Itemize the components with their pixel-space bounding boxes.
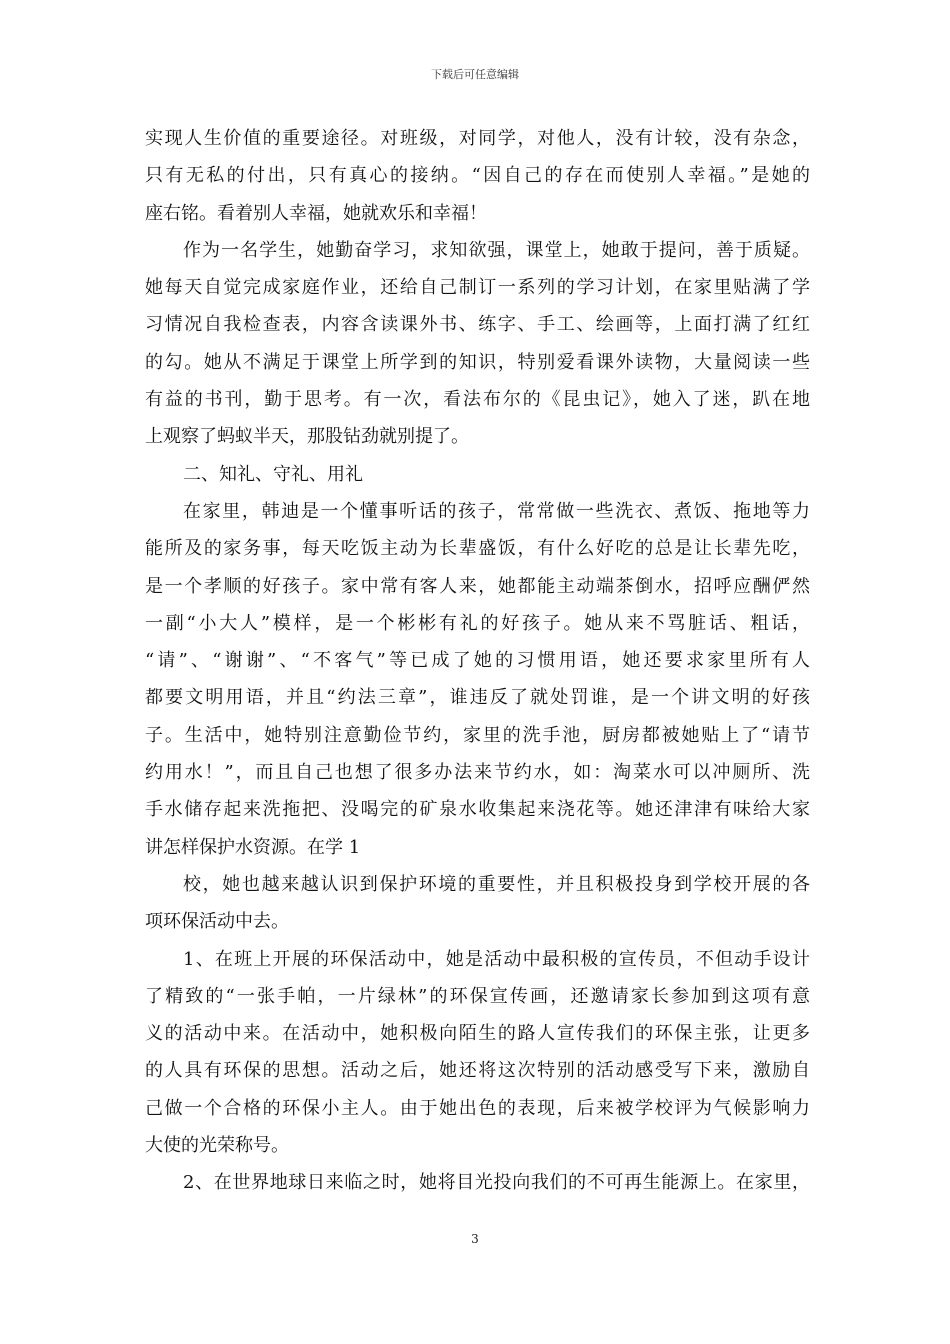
document-body (145, 120, 810, 1202)
text-line: 上观察了蚂蚁半天，那股钻劲就别提了。 (145, 426, 469, 448)
text-line: 能所及的家务事，每天吃饭主动为长辈盛饭，有什么好吃的总是让长辈先吃， (145, 538, 810, 560)
paragraph-first-line: 作为一名学生，她勤奋学习，求知欲强，课堂上，她敢于提问，善于质疑。 (183, 239, 810, 261)
text-line: 己做一个合格的环保小主人。由于她出色的表现，后来被学校评为气候影响力 (145, 1097, 810, 1119)
text-line: 的勾。她从不满足于课堂上所学到的知识，特别爱看课外读物，大量阅读一些 (145, 351, 810, 373)
text-line: 只有无私的付出，只有真心的接纳。“因自己的存在而使别人幸福。”是她的 (145, 165, 810, 187)
page-number: 3 (471, 1232, 479, 1246)
text-line: 她每天自觉完成家庭作业，还给自己制订一系列的学习计划，在家里贴满了学 (145, 277, 810, 299)
text-line: 大使的光荣称号。 (145, 1135, 289, 1157)
paragraph-first-line: 在家里，韩迪是一个懂事听话的孩子，常常做一些洗衣、煮饭、拖地等力 (183, 500, 810, 522)
text-line: 约用水！”，而且自己也想了很多办法来节约水，如：淘菜水可以冲厕所、洗 (145, 762, 810, 784)
text-line: 实现人生价值的重要途径。对班级，对同学，对他人，没有计较，没有杂念， (145, 128, 810, 149)
text-line: 是一个孝顺的好孩子。家中常有客人来，她都能主动端茶倒水，招呼应酬俨然 (145, 575, 810, 597)
text-line: 讲怎样保护水资源。在学 1 (145, 836, 361, 858)
text-line: 有益的书刊，勤于思考。有一次，看法布尔的《昆虫记》，她入了迷，趴在地 (145, 389, 810, 411)
section-heading: 二、知礼、守礼、用礼 (183, 463, 363, 485)
text-line: 义的活动中来。在活动中，她积极向陌生的路人宣传我们的环保主张，让更多 (145, 1023, 810, 1045)
text-line: 子。生活中，她特别注意勤俭节约，家里的洗手池，厨房都被她贴上了“请节 (145, 724, 810, 746)
text-line: 习情况自我检查表，内容含读课外书、练字、手工、绘画等，上面打满了红红 (145, 314, 810, 336)
text-line: 项环保活动中去。 (145, 911, 289, 933)
list-item-2-first-line: 2、在世界地球日来临之时，她将目光投向我们的不可再生能源上。在家里， (183, 1172, 810, 1194)
text-line: 了精致的“一张手帕，一片绿林”的环保宣传画，还邀请家长参加到这项有意 (145, 985, 810, 1007)
text-line: 手水储存起来洗拖把、没喝完的矿泉水收集起来浇花等。她还津津有味给大家 (145, 799, 810, 821)
text-line: 的人具有环保的思想。活动之后，她还将这次特别的活动感受写下来，激励自 (145, 1060, 810, 1082)
text-line: 都要文明用语，并且“约法三章”，谁违反了就处罚谁，是一个讲文明的好孩 (145, 687, 810, 709)
paragraph-first-line: 校，她也越来越认识到保护环境的重要性，并且积极投身到学校开展的各 (183, 873, 810, 895)
text-line: 座右铭。看着别人幸福，她就欢乐和幸福！ (145, 202, 487, 224)
text-line: “请”、“谢谢”、“不客气”等已成了她的习惯用语，她还要求家里所有人 (145, 650, 810, 672)
download-note: 下载后可任意编辑 (431, 68, 519, 81)
list-item-1-first-line: 1、在班上开展的环保活动中，她是活动中最积极的宣传员，不但动手设计 (183, 948, 810, 970)
text-line: 一副“小大人”模样，是一个彬彬有礼的好孩子。她从来不骂脏话、粗话， (145, 612, 810, 634)
